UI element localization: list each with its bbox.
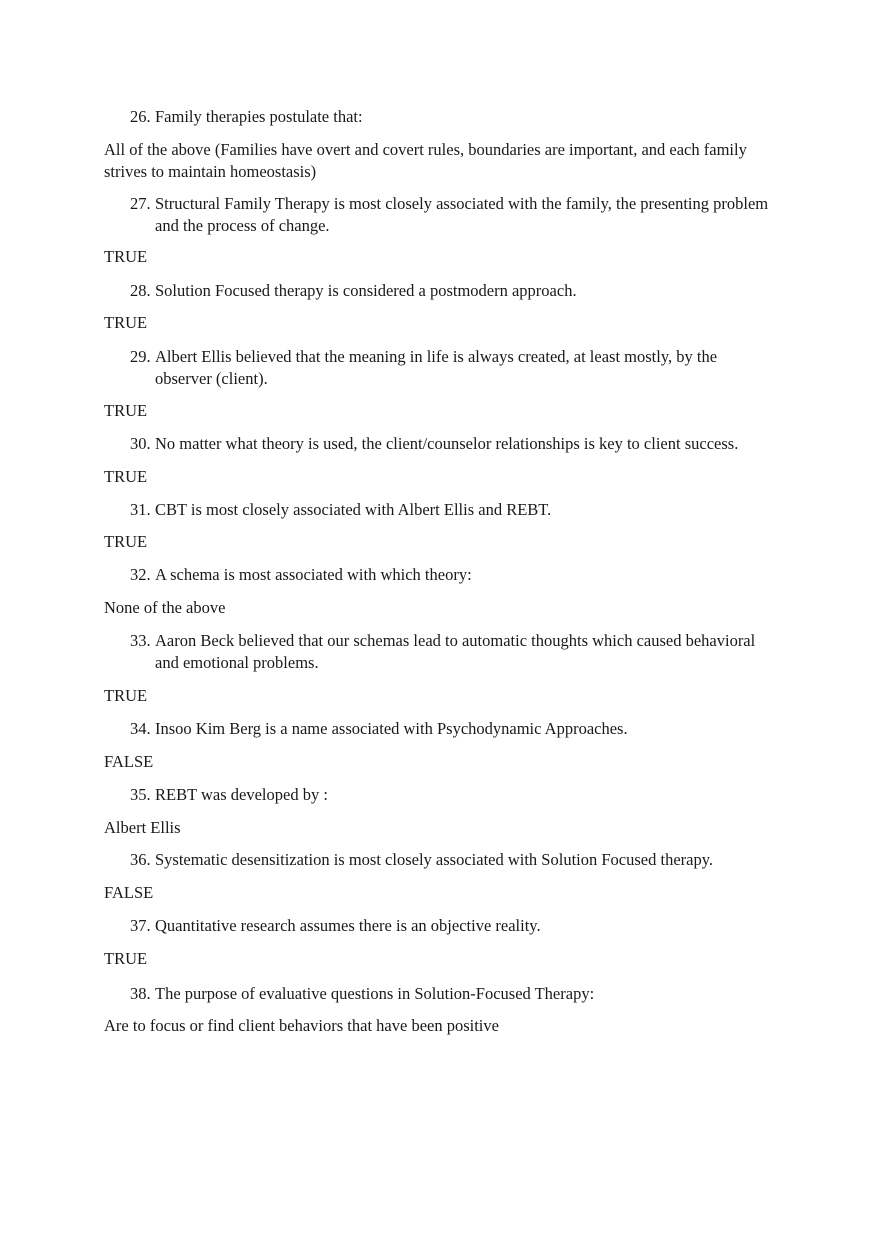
question-number: 32. <box>130 565 151 584</box>
answer-34: FALSE <box>104 752 154 771</box>
question-38 <box>130 983 770 1005</box>
answer-30: TRUE <box>104 467 148 486</box>
answer-33: TRUE <box>104 686 148 705</box>
question-text: No matter what theory is used, the client/counselor relationships is key to client success. <box>155 434 739 453</box>
question-number: 27. <box>130 194 151 213</box>
question-text: The purpose of evaluative questions in Solution-Focused Therapy: <box>155 984 595 1003</box>
answer-29: TRUE <box>104 401 148 420</box>
question-text: Systematic desensitization is most closely associated with Solution Focused therapy. <box>155 850 714 869</box>
question-36 <box>130 849 770 871</box>
question-number: 31. <box>130 500 151 519</box>
answer-35: Albert Ellis <box>104 818 181 837</box>
question-37 <box>130 915 770 937</box>
question-text: Quantitative research assumes there is an objective reality. <box>155 916 541 935</box>
question-text: Family therapies postulate that: <box>155 107 363 126</box>
question-number: 26. <box>130 107 151 126</box>
question-34 <box>130 718 770 740</box>
question-number: 36. <box>130 850 151 869</box>
question-31 <box>130 499 770 521</box>
answer-28: TRUE <box>104 313 148 332</box>
question-32 <box>130 564 770 586</box>
question-text: A schema is most associated with which theory: <box>155 565 472 584</box>
answer-38: Are to focus or find client behaviors that have been positive <box>104 1016 499 1035</box>
answer-32: None of the above <box>104 598 226 617</box>
question-text: Solution Focused therapy is considered a postmodern approach. <box>155 281 577 300</box>
question-text: REBT was developed by : <box>155 785 328 804</box>
question-27 <box>130 193 770 237</box>
question-number: 38. <box>130 984 151 1003</box>
question-number: 34. <box>130 719 151 738</box>
question-text: CBT is most closely associated with Albert Ellis and REBT. <box>155 500 552 519</box>
question-33 <box>130 630 770 674</box>
answer-36: FALSE <box>104 883 154 902</box>
question-35 <box>130 784 770 806</box>
question-number: 37. <box>130 916 151 935</box>
question-number: 35. <box>130 785 151 804</box>
answer-26: All of the above (Families have overt and covert rules, boundaries are important, and each family strives to maintain homeostasis) <box>104 140 747 181</box>
question-28 <box>130 280 770 302</box>
question-30 <box>130 433 770 455</box>
question-number: 30. <box>130 434 151 453</box>
question-number: 28. <box>130 281 151 300</box>
answer-27: TRUE <box>104 247 148 266</box>
question-text: Aaron Beck believed that our schemas lead to automatic thoughts which caused behavioral and emotional problems. <box>155 631 756 672</box>
question-26 <box>130 106 770 128</box>
question-text: Insoo Kim Berg is a name associated with Psychodynamic Approaches. <box>155 719 628 738</box>
question-text: Albert Ellis believed that the meaning in life is always created, at least mostly, by the observer (client). <box>155 347 718 388</box>
question-number: 29. <box>130 347 151 366</box>
answer-31: TRUE <box>104 532 148 551</box>
answer-37: TRUE <box>104 949 148 968</box>
question-number: 33. <box>130 631 151 650</box>
question-29 <box>130 346 770 390</box>
question-text: Structural Family Therapy is most closely associated with the family, the presenting problem and the process of change. <box>155 194 769 235</box>
